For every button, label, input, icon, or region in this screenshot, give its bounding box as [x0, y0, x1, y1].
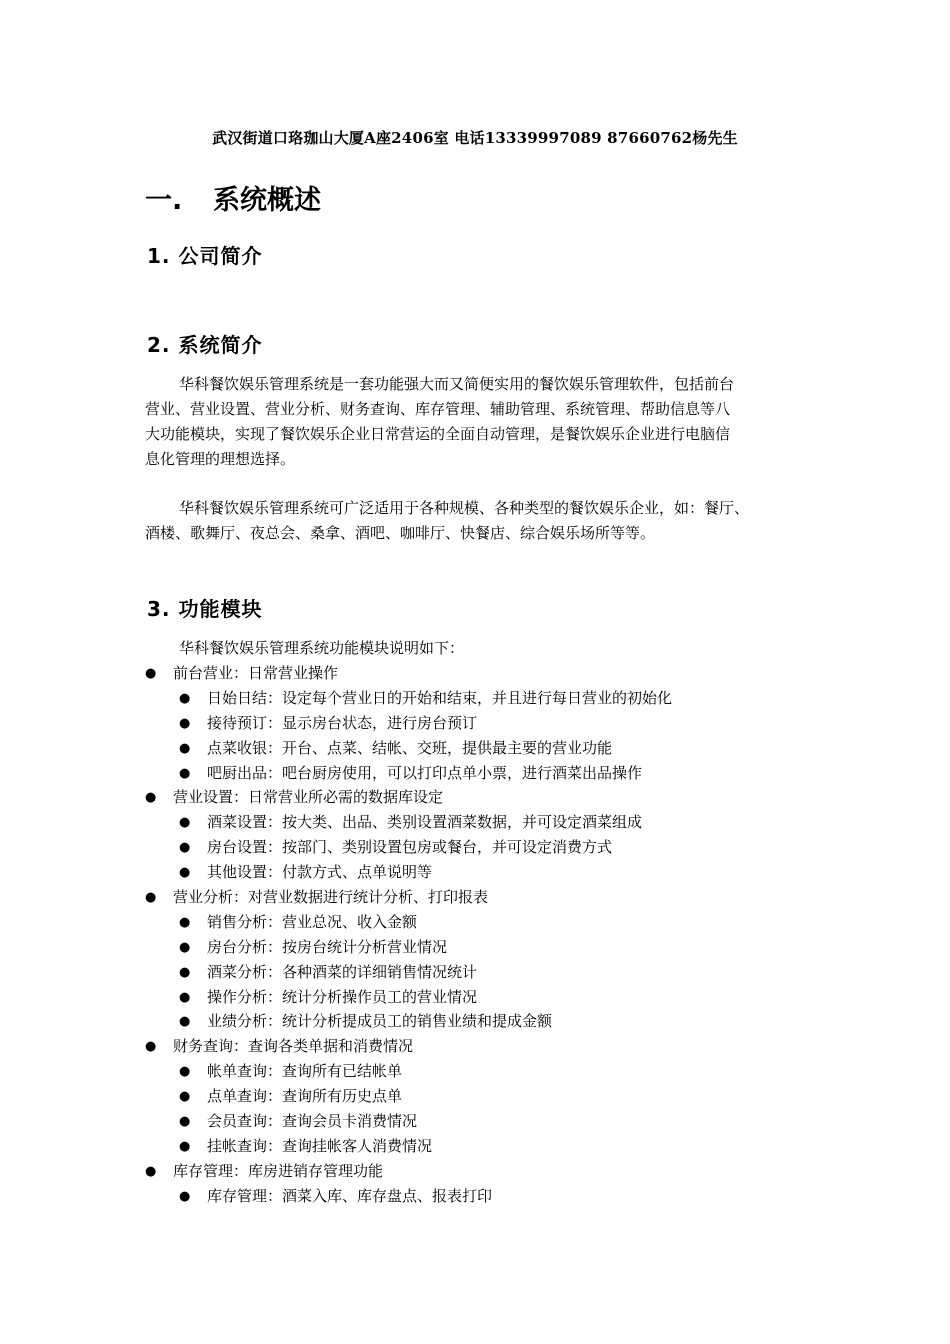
sub-module-item — [145, 910, 845, 935]
bullet-icon: ● — [179, 1089, 191, 1105]
bullet-icon: ● — [145, 890, 157, 906]
sub-module-label: 房台分析：按房台统计分析营业情况 — [207, 937, 448, 956]
intro-paragraph — [145, 372, 825, 472]
sub-module-item — [145, 1134, 845, 1159]
sub-module-label: 帐单查询：查询所有已结帐单 — [207, 1062, 403, 1081]
paragraph-line: 营业、营业设置、营业分析、财务查询、库存管理、辅助管理、系统管理、帮助信息等八 — [145, 400, 731, 418]
sub-module-label: 销售分析：营业总况、收入金额 — [207, 912, 418, 931]
sub-module-item — [145, 1009, 845, 1034]
sub-module-label: 日始日结：设定每个营业日的开始和结束，并且进行每日营业的初始化 — [207, 688, 673, 707]
sub-module-item — [145, 835, 845, 860]
module-list-intro: 华科餐饮娱乐管理系统功能模块说明如下： — [179, 639, 465, 657]
sub-module-item — [145, 1084, 845, 1109]
sub-module-item — [145, 686, 845, 711]
bullet-icon: ● — [179, 1114, 191, 1130]
module-label: 前台营业：日常营业操作 — [173, 664, 339, 682]
paragraph-line: 息化管理的理想选择。 — [145, 450, 296, 468]
sub-module-label: 吧厨出品：吧台厨房使用，可以打印点单小票，进行酒菜出品操作 — [207, 763, 643, 782]
module-item — [145, 885, 845, 910]
sub-module-item — [145, 985, 845, 1010]
bullet-icon: ● — [179, 715, 191, 731]
bullet-icon: ● — [179, 840, 191, 856]
bullet-icon: ● — [179, 939, 191, 955]
sub-module-label: 业绩分析：统计分析提成员工的销售业绩和提成金额 — [207, 1012, 553, 1031]
sub-module-item — [145, 860, 845, 885]
bullet-icon: ● — [179, 815, 191, 831]
bullet-icon: ● — [179, 690, 191, 706]
sub-module-item — [145, 1109, 845, 1134]
bullet-icon: ● — [179, 865, 191, 881]
paragraph-line: 华科餐饮娱乐管理系统可广泛适用于各种规模、各种类型的餐饮娱乐企业，如：餐厅、 — [179, 499, 750, 517]
sub-module-item — [145, 1184, 845, 1209]
sub-module-label: 挂帐查询：查询挂帐客人消费情况 — [207, 1136, 433, 1155]
sub-module-item — [145, 761, 845, 786]
section-1-heading: 1. 公司简介 — [147, 244, 263, 268]
module-item — [145, 1034, 845, 1059]
chapter-number: 一. — [145, 185, 183, 216]
applicability-paragraph — [145, 496, 825, 546]
bullet-icon: ● — [179, 1014, 191, 1030]
bullet-icon: ● — [179, 1064, 191, 1080]
bullet-icon: ● — [179, 989, 191, 1005]
sub-module-label: 操作分析：统计分析操作员工的营业情况 — [207, 987, 478, 1006]
sub-module-label: 库存管理：酒菜入库、库存盘点、报表打印 — [207, 1186, 493, 1205]
sub-module-item — [145, 960, 845, 985]
module-list — [145, 636, 845, 1209]
sub-module-item — [145, 935, 845, 960]
bullet-icon: ● — [179, 740, 191, 756]
bullet-icon: ● — [145, 666, 157, 681]
bullet-icon: ● — [145, 1039, 157, 1055]
sub-module-label: 其他设置：付款方式、点单说明等 — [207, 863, 433, 882]
sub-module-label: 会员查询：查询会员卡消费情况 — [207, 1112, 418, 1131]
section-2-heading: 2. 系统简介 — [147, 333, 263, 357]
chapter-title: 系统概述 — [213, 185, 321, 216]
contact-header: 武汉街道口珞珈山大厦A座2406室 电话13339997089 87660762杨先生 — [212, 129, 738, 147]
module-label: 财务查询：查询各类单据和消费情况 — [173, 1037, 414, 1056]
module-item — [145, 1159, 845, 1184]
sub-module-label: 酒菜设置：按大类、出品、类别设置酒菜数据，并可设定酒菜组成 — [207, 813, 643, 832]
section-3-heading: 3. 功能模块 — [147, 597, 263, 621]
module-item — [145, 785, 845, 810]
paragraph-line: 大功能模块，实现了餐饮娱乐企业日常营运的全面自动管理，是餐饮娱乐企业进行电脑信 — [145, 425, 731, 443]
paragraph-line: 酒楼、歌舞厅、夜总会、桑拿、酒吧、咖啡厅、快餐店、综合娱乐场所等等。 — [145, 524, 656, 542]
sub-module-label: 点单查询：查询所有历史点单 — [207, 1087, 403, 1106]
module-item — [145, 661, 845, 686]
bullet-icon: ● — [179, 914, 191, 930]
bullet-icon: ● — [145, 790, 157, 806]
sub-module-item — [145, 736, 845, 761]
bullet-icon: ● — [179, 1138, 191, 1154]
sub-module-item — [145, 711, 845, 736]
sub-module-item — [145, 1059, 845, 1084]
sub-module-label: 接待预订：显示房台状态，进行房台预订 — [207, 713, 478, 732]
bullet-icon: ● — [179, 765, 191, 781]
sub-module-label: 点菜收银：开台、点菜、结帐、交班，提供最主要的营业功能 — [207, 738, 613, 757]
paragraph-line: 华科餐饮娱乐管理系统是一套功能强大而又简便实用的餐饮娱乐管理软件，包括前台 — [179, 375, 735, 393]
module-label: 营业分析：对营业数据进行统计分析、打印报表 — [173, 888, 489, 907]
module-label: 营业设置：日常营业所必需的数据库设定 — [173, 788, 444, 807]
bullet-icon: ● — [179, 1188, 191, 1204]
sub-module-label: 酒菜分析：各种酒菜的详细销售情况统计 — [207, 962, 478, 981]
bullet-icon: ● — [145, 1163, 157, 1179]
bullet-icon: ● — [179, 964, 191, 980]
module-label: 库存管理：库房进销存管理功能 — [173, 1161, 384, 1180]
sub-module-label: 房台设置：按部门、类别设置包房或餐台，并可设定消费方式 — [207, 838, 613, 857]
chapter-heading — [145, 178, 321, 217]
sub-module-item — [145, 810, 845, 835]
